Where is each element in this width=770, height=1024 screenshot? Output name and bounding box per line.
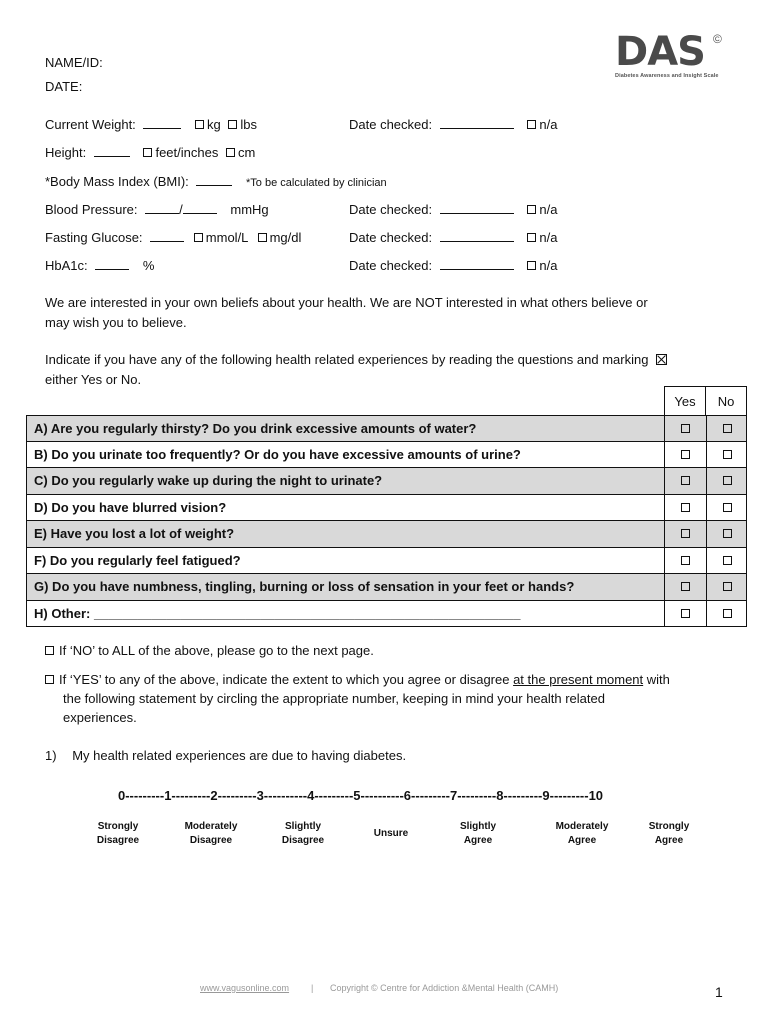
mmol-checkbox[interactable] <box>194 233 203 242</box>
symptoms-table <box>26 386 747 627</box>
bmi-note: *To be calculated by clinician <box>246 177 387 189</box>
height-label: Height: <box>45 145 87 160</box>
table-row <box>26 601 747 628</box>
feet-inches-label: feet/inches <box>155 145 219 160</box>
yes-checkbox-c[interactable] <box>681 476 690 485</box>
glucose-row <box>45 229 301 245</box>
na-label: n/a <box>539 117 558 132</box>
instruction-text: Indicate if you have any of the following health related experiences by reading the questions and marking <box>45 352 649 367</box>
if-yes-line-3: experiences. <box>63 710 137 725</box>
glucose-date-row <box>349 229 557 245</box>
height-field[interactable] <box>94 144 130 157</box>
mmol-label: mmol/L <box>205 230 248 245</box>
weight-date-field[interactable] <box>440 116 514 129</box>
question-c: C) Do you regularly wake up during the night to urinate? <box>34 473 383 488</box>
logo-copyright-symbol: © <box>713 32 722 46</box>
question-a: A) Are you regularly thirsty? Do you drink excessive amounts of water? <box>34 421 477 436</box>
bp-systolic-field[interactable] <box>145 201 179 214</box>
yes-checkbox-e[interactable] <box>681 529 690 538</box>
yes-checkbox-g[interactable] <box>681 582 690 591</box>
yes-checkbox-b[interactable] <box>681 450 690 459</box>
yes-checkbox-a[interactable] <box>681 424 690 433</box>
if-no-option <box>45 643 374 658</box>
bp-date-field[interactable] <box>440 201 514 214</box>
table-row <box>26 442 747 469</box>
intro-line-1: We are interested in your own beliefs about your health. We are NOT interested in what others believe or <box>45 295 648 310</box>
table-row <box>26 468 747 495</box>
table-row <box>26 574 747 601</box>
bp-unit: mmHg <box>230 202 269 217</box>
question-h: H) Other: ___________________________________________________________ <box>34 605 521 621</box>
na-label: n/a <box>539 258 558 273</box>
weight-na-checkbox[interactable] <box>527 120 536 129</box>
das-logo <box>615 29 725 84</box>
if-yes-checkbox[interactable] <box>45 675 54 684</box>
logo-subtitle: Diabetes Awareness and Insight Scale <box>615 73 719 79</box>
question-1 <box>45 748 406 763</box>
if-yes-option <box>45 672 670 687</box>
kg-label: kg <box>207 117 221 132</box>
yes-checkbox-d[interactable] <box>681 503 690 512</box>
scale-label-slightly-disagree: Slightly Disagree <box>281 821 325 846</box>
no-checkbox-e[interactable] <box>723 529 732 538</box>
feet-inches-checkbox[interactable] <box>143 148 152 157</box>
hba1c-field[interactable] <box>95 257 129 270</box>
scale-label-strongly-disagree: Strongly Disagree <box>96 821 140 846</box>
bp-na-checkbox[interactable] <box>527 205 536 214</box>
footer-copyright: Copyright © Centre for Addiction &Mental Health (CAMH) <box>330 983 559 993</box>
table-header <box>26 386 747 415</box>
scale-label-strongly-agree: Strongly Agree <box>648 821 690 846</box>
footer-website-link[interactable]: www.vagusonline.com <box>200 983 290 993</box>
hba1c-unit: % <box>142 258 155 273</box>
instruction-line-1 <box>45 352 667 367</box>
table-row <box>26 495 747 522</box>
table-row <box>26 521 747 548</box>
na-label: n/a <box>539 230 558 245</box>
question-g: G) Do you have numbness, tingling, burning or loss of sensation in your feet or hands? <box>34 579 575 594</box>
hba1c-na-checkbox[interactable] <box>527 261 536 270</box>
marked-checkbox-icon <box>656 354 667 365</box>
kg-checkbox[interactable] <box>195 120 204 129</box>
question-e: E) Have you lost a lot of weight? <box>34 526 235 541</box>
yes-checkbox-f[interactable] <box>681 556 690 565</box>
no-checkbox-a[interactable] <box>723 424 732 433</box>
date-checked-label: Date checked: <box>349 258 433 273</box>
if-no-checkbox[interactable] <box>45 646 54 655</box>
date-checked-label: Date checked: <box>349 117 433 132</box>
bp-date-row <box>349 201 557 217</box>
logo-text: DAS <box>615 29 705 75</box>
no-checkbox-c[interactable] <box>723 476 732 485</box>
page-number: 1 <box>715 984 723 1000</box>
hba1c-row <box>45 257 154 273</box>
bp-label: Blood Pressure: <box>45 202 138 217</box>
instruction-line-2: either Yes or No. <box>45 372 142 387</box>
glucose-label: Fasting Glucose: <box>45 230 143 245</box>
scale-label-moderately-agree: Moderately Agree <box>555 821 609 846</box>
rating-scale-numbers[interactable]: 0---------1---------2---------3----------4---------5----------6---------7---------8---------9---------10 <box>118 788 604 803</box>
question-d: D) Do you have blurred vision? <box>34 499 227 515</box>
weight-field[interactable] <box>143 116 181 129</box>
hba1c-date-field[interactable] <box>440 257 514 270</box>
height-row <box>45 144 255 160</box>
yes-checkbox-h[interactable] <box>681 609 690 618</box>
if-yes-line-2: the following statement by circling the appropriate number, keeping in mind your health related <box>63 691 605 706</box>
bp-separator: / <box>179 202 183 217</box>
footer-separator: | <box>311 983 314 993</box>
weight-label: Current Weight: <box>45 117 136 132</box>
if-yes-text-a: If ‘YES’ to any of the above, indicate the extent to which you agree or disagree <box>59 672 514 687</box>
hba1c-label: HbA1c: <box>45 258 88 273</box>
question-1-number: 1) <box>45 748 57 763</box>
weight-row <box>45 116 257 132</box>
no-column-header: No <box>705 386 747 415</box>
bmi-field[interactable] <box>196 173 232 186</box>
glucose-field[interactable] <box>150 229 184 242</box>
cm-checkbox[interactable] <box>226 148 235 157</box>
lbs-checkbox[interactable] <box>228 120 237 129</box>
bmi-row <box>45 173 387 189</box>
scale-label-slightly-agree: Slightly Agree <box>459 821 497 846</box>
no-checkbox-d[interactable] <box>723 503 732 512</box>
no-checkbox-h[interactable] <box>723 609 732 618</box>
bp-diastolic-field[interactable] <box>183 201 217 214</box>
if-no-text: If ‘NO’ to ALL of the above, please go to the next page. <box>59 643 374 658</box>
bp-row <box>45 201 269 217</box>
date-checked-label: Date checked: <box>349 202 433 217</box>
no-checkbox-g[interactable] <box>723 582 732 591</box>
question-b: B) Do you urinate too frequently? Or do you have excessive amounts of urine? <box>34 446 521 462</box>
intro-line-2: may wish you to believe. <box>45 315 187 330</box>
glucose-na-checkbox[interactable] <box>527 233 536 242</box>
scale-label-moderately-disagree: Moderately Disagree <box>184 821 238 846</box>
cm-label: cm <box>237 145 256 160</box>
mgdl-checkbox[interactable] <box>258 233 267 242</box>
name-id-label: NAME/ID: <box>45 55 103 70</box>
if-yes-text-b: with <box>643 672 670 687</box>
hba1c-date-row <box>349 257 557 273</box>
bmi-label: *Body Mass Index (BMI): <box>45 174 189 189</box>
na-label: n/a <box>539 202 558 217</box>
date-checked-label: Date checked: <box>349 230 433 245</box>
table-row <box>26 415 747 442</box>
if-yes-underlined: at the present moment <box>513 672 644 687</box>
weight-date-row <box>349 116 557 132</box>
question-f: F) Do you regularly feel fatigued? <box>34 552 241 568</box>
question-1-text: My health related experiences are due to having diabetes. <box>72 748 407 763</box>
scale-label-unsure: Unsure <box>373 828 409 839</box>
glucose-date-field[interactable] <box>440 229 514 242</box>
yes-column-header: Yes <box>664 386 706 415</box>
lbs-label: lbs <box>240 117 258 132</box>
no-checkbox-f[interactable] <box>723 556 732 565</box>
date-label: DATE: <box>45 79 83 94</box>
mgdl-label: mg/dl <box>269 230 302 245</box>
no-checkbox-b[interactable] <box>723 450 732 459</box>
table-row <box>26 548 747 575</box>
